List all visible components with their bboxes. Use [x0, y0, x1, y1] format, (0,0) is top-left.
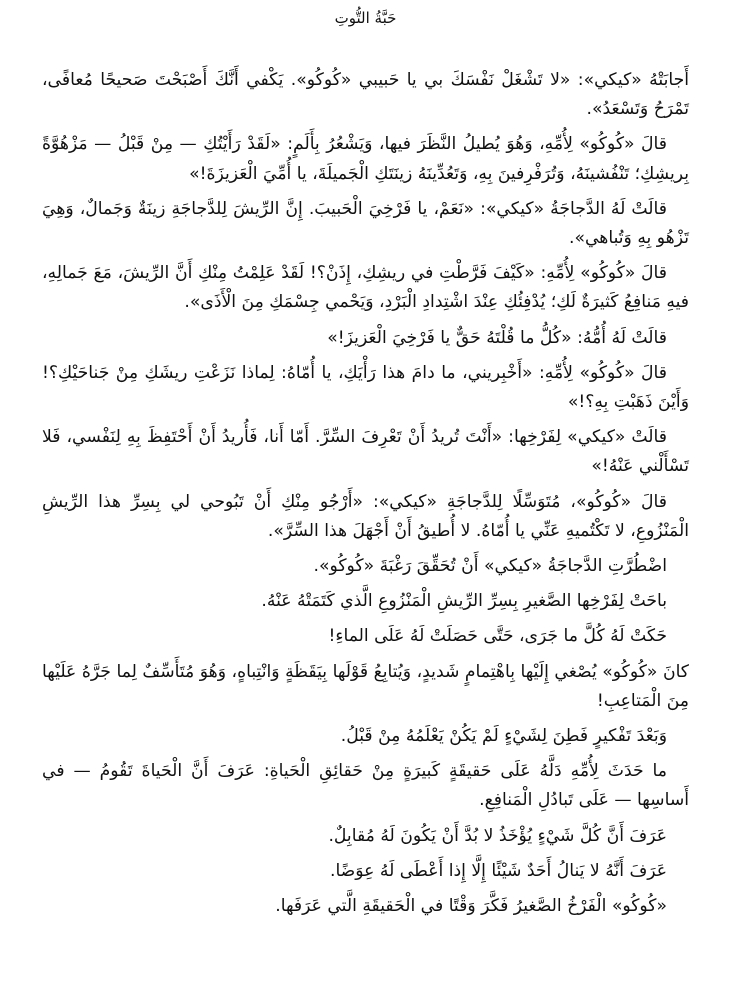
- paragraph: ما حَدَثَ لِأُمِّهِ دَلَّهُ عَلَى حَقيقَةٍ كَبيرَةٍ مِنْ حَقائِقِ الْحَياةِ: عَرَفَ أَنَّ الْحَياةَ تَقُومُ — في أَساسِها — عَلَى تَبادُلِ الْمَنافِعِ.: [42, 761, 689, 811]
- paragraph: اضْطُرَّتِ الدَّجاجَةُ «كيكي» أَنْ تُحَقِّقَ رَغْبَةَ «كُوكُو».: [313, 556, 667, 577]
- paragraph: قالَ «كُوكُو»، مُتَوَسِّلًا لِلدَّجاجَةِ «كيكي»: «أَرْجُو مِنْكِ أَنْ تَبُوحي لي بِسِرِّ هذا الرِّيشِ الْمَنْزُوعِ، لا تَكْتُميهِ عَنِّي يا أُمّاهُ. لا أُطيقُ أَنْ أَجْهَلَ هذا السِّرَّ».: [42, 491, 689, 541]
- paragraph: قالَتْ لَهُ أُمُّهُ: «كُلُّ ما قُلْتَهُ حَقٌّ يا فَرْخِيَ الْعَزيزَ!»: [327, 327, 667, 348]
- paragraph: أَجابَتْهُ «كيكي»: «لا تَشْغَلْ نَفْسَكَ بي يا حَبيبي «كُوكُو». يَكْفي أَنَّكَ أَصْبَحْتَ صَحيحًا مُعافًى، تَمْرَحُ وَتَسْعَدُ».: [42, 70, 689, 120]
- paragraph: عَرَفَ أَنَّهُ لا يَنالُ أَحَدٌ شَيْئًا إِلَّا إِذا أَعْطَى لَهُ عِوَضًا.: [329, 860, 667, 881]
- paragraph: قالَتْ لَهُ الدَّجاجَةُ «كيكي»: «نَعَمْ، يا فَرْخِيَ الْحَبيبَ. إِنَّ الرِّيشَ لِلدَّجاجَةِ زينَةٌ وَجَمالٌ، وَهِيَ تَزْهُو بِهِ وَتُباهي».: [42, 198, 689, 249]
- paragraph: قالَ «كُوكُو» لِأُمِّهِ، وَهُوَ يُطيلُ النَّظَرَ فيها، وَيَشْعُرُ بِأَلَمٍ: «لَقَدْ رَأَيْتُكِ — مِنْ قَبْلُ — مَزْهُوَّةً بِريشِكِ؛ تَنْفُشينَهُ، وَتُرَفْرِفينَ بِهِ، وَتَعُدِّينَهُ زينَتَكِ الْجَميلَةَ، يا أُمِّيَ الْعَزيزَةَ!»: [42, 134, 689, 184]
- paragraph: عَرَفَ أَنَّ كُلَّ شَيْءٍ يُؤْخَذُ لا بُدَّ أَنْ يَكُونَ لَهُ مُقابِلٌ.: [328, 825, 667, 846]
- paragraph: وَبَعْدَ تَفْكيرٍ فَطِنَ لِشَيْءٍ لَمْ يَكُنْ يَعْلَمُهُ مِنْ قَبْلُ.: [340, 726, 667, 747]
- paragraph: كانَ «كُوكُو» يُصْغي إِلَيْها بِاهْتِمامٍ شَديدٍ، وَيُتابِعُ قَوْلَها بِيَقَظَةٍ وَانْتِباهٍ، وَهُوَ مُتَأَسِّفٌ لِما جَرَّهُ عَلَيْها مِنَ الْمَتاعِبِ!: [42, 661, 689, 711]
- paragraph: باحَتْ لِفَرْخِها الصَّغيرِ بِسِرِّ الرِّيشِ الْمَنْزُوعِ الَّذي كَتَمَتْهُ عَنْهُ.: [261, 591, 667, 612]
- paragraph: قالَ «كُوكُو» لِأُمِّهِ: «كَيْفَ فَرَّطْتِ في ريشِكِ، إِذَنْ؟! لَقَدْ عَلِمْتُ مِنْكِ أَنَّ الرِّيشَ، مَعَ جَمالِهِ، فيهِ مَنافِعُ كَثيرَةٌ لَكِ؛ يُدْفِئُكِ عِنْدَ اشْتِدادِ الْبَرْدِ، وَيَحْمي جِسْمَكِ مِنَ الْأَذَى».: [42, 263, 689, 313]
- paragraph: «كُوكُو» الْفَرْخُ الصَّغيرُ فَكَّرَ وَقْتًا في الْحَقيقَةِ الَّتي عَرَفَها.: [275, 896, 667, 917]
- paragraph: حَكَتْ لَهُ كُلَّ ما جَرَى، حَتَّى حَصَلَتْ لَهُ عَلَى الماءِ!: [328, 626, 667, 647]
- paragraph: قالَ «كُوكُو» لِأُمِّهِ: «أَخْبِريني، ما دامَ هذا رَأْيَكِ، يا أُمّاهُ: لِماذا نَزَعْتِ ريشَكِ مِنْ جَناحَيْكِ؟! وَأَيْنَ ذَهَبْتِ بِهِ؟!»: [42, 362, 689, 413]
- story-text: [42, 66, 689, 921]
- paragraph: قالَتْ «كيكي» لِفَرْخِها: «أَنْتَ تُريدُ أَنْ تَعْرِفَ السِّرَّ. أَمّا أَنا، فَأُريدُ أَنْ أَحْتَفِظَ بِهِ لِنَفْسي، فَلا تَسْأَلْني عَنْهُ!»: [42, 427, 689, 477]
- running-head: حَبَّةُ التُّوتِ: [334, 9, 397, 27]
